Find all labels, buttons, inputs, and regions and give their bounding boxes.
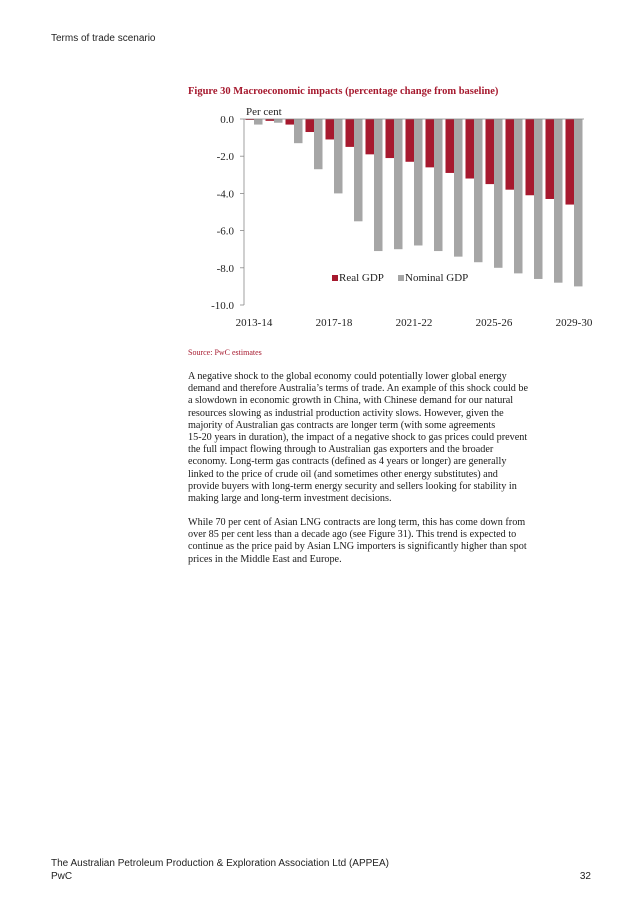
text-line: 15-20 years in duration), the impact of a negative shock to gas prices could prevent xyxy=(188,432,528,444)
legend-label: Real GDP xyxy=(339,272,384,284)
bar-real-gdp xyxy=(306,119,315,132)
footer-organisation: The Australian Petroleum Production & Exploration Association Ltd (APPEA) xyxy=(51,858,389,869)
text-line: provide buyers with long-term energy security and sellers looking for stability in xyxy=(188,480,517,492)
text-line: resources slowing as industrial production activity slows. However, given the xyxy=(188,407,504,419)
bar-real-gdp xyxy=(486,119,495,184)
text-line: prices in the Middle East and Europe. xyxy=(188,553,342,565)
bar-nominal-gdp xyxy=(494,119,503,268)
bar-nominal-gdp xyxy=(294,119,303,143)
text-line: A negative shock to the global economy could potentially lower global energy xyxy=(188,371,507,382)
text-line: economy. Long-term gas contracts (defined as 4 years or longer) are generally xyxy=(188,456,507,468)
bar-nominal-gdp xyxy=(534,119,543,279)
y-tick-label: -10.0 xyxy=(211,300,234,312)
bar-real-gdp xyxy=(286,119,295,125)
y-tick-label: -4.0 xyxy=(216,188,234,201)
bar-real-gdp xyxy=(506,119,515,190)
bar-nominal-gdp xyxy=(354,119,363,221)
figure-title: Figure 30 Macroeconomic impacts (percentage change from baseline) xyxy=(188,86,499,97)
legend-label: Nominal GDP xyxy=(405,272,469,284)
bar-nominal-gdp xyxy=(554,119,563,283)
bar-nominal-gdp xyxy=(474,119,483,262)
x-tick-label: 2025-26 xyxy=(475,317,513,329)
legend-swatch xyxy=(332,275,338,281)
bar-nominal-gdp xyxy=(334,119,343,193)
y-tick-label: -8.0 xyxy=(216,262,234,275)
text-line: over 85 per cent less than a decade ago (see Figure 31). This trend is expected to xyxy=(188,529,517,541)
footer-firm: PwC xyxy=(51,871,73,882)
text-line: While 70 per cent of Asian LNG contracts are long term, this has come down from xyxy=(188,517,526,528)
bar-real-gdp xyxy=(426,119,435,167)
bar-nominal-gdp xyxy=(394,119,403,249)
bar-real-gdp xyxy=(326,119,335,139)
paragraph-lng-contracts xyxy=(188,517,598,566)
page-footer xyxy=(51,857,591,883)
macroeconomic-impacts-chart xyxy=(186,100,596,335)
bar-real-gdp xyxy=(526,119,535,195)
page-number: 32 xyxy=(579,871,591,882)
bar-real-gdp xyxy=(406,119,415,162)
x-tick-label: 2017-18 xyxy=(315,317,353,329)
bar-nominal-gdp xyxy=(374,119,383,251)
text-line: continue as the price paid by Asian LNG importers is significantly higher than spot xyxy=(188,541,527,553)
x-tick-label: 2021-22 xyxy=(395,317,433,329)
running-header: Terms of trade scenario xyxy=(51,33,156,44)
legend-swatch xyxy=(398,275,404,281)
text-line: linked to the price of crude oil (and sometimes other energy substitutes) and xyxy=(188,468,498,480)
text-line: demand and therefore Australia’s terms of trade. An example of this shock could be xyxy=(188,383,529,395)
x-tick-label: 2029-30 xyxy=(555,317,593,329)
bar-real-gdp xyxy=(546,119,555,199)
bar-real-gdp xyxy=(466,119,475,179)
bar-real-gdp xyxy=(446,119,455,173)
y-tick-label: -6.0 xyxy=(216,225,234,238)
bar-nominal-gdp xyxy=(514,119,523,273)
x-tick-label: 2013-14 xyxy=(235,317,273,329)
figure-source: Source: PwC estimates xyxy=(188,348,262,357)
bar-nominal-gdp xyxy=(574,119,583,286)
bar-nominal-gdp xyxy=(314,119,323,169)
bar-nominal-gdp xyxy=(434,119,443,251)
bar-nominal-gdp xyxy=(414,119,423,245)
bar-nominal-gdp xyxy=(454,119,463,257)
bar-real-gdp xyxy=(566,119,575,205)
y-tick-label: -2.0 xyxy=(216,151,234,164)
bar-real-gdp xyxy=(366,119,375,154)
text-line: making large and long-term investment decisions. xyxy=(188,493,392,505)
text-line: majority of Australian gas contracts are longer term (with some agreements xyxy=(188,419,496,431)
bar-nominal-gdp xyxy=(274,119,283,123)
text-line: a slowdown in economic growth in China, with Chinese demand for our natural xyxy=(188,395,514,407)
text-line: the full impact flowing through to Australian gas exporters and the broader xyxy=(188,444,494,456)
y-tick-label: 0.0 xyxy=(220,114,234,126)
bar-real-gdp xyxy=(346,119,355,147)
paragraph-energy-demand xyxy=(188,371,598,505)
y-unit-label: Per cent xyxy=(246,106,282,118)
bar-nominal-gdp xyxy=(254,119,263,125)
bar-real-gdp xyxy=(386,119,395,158)
